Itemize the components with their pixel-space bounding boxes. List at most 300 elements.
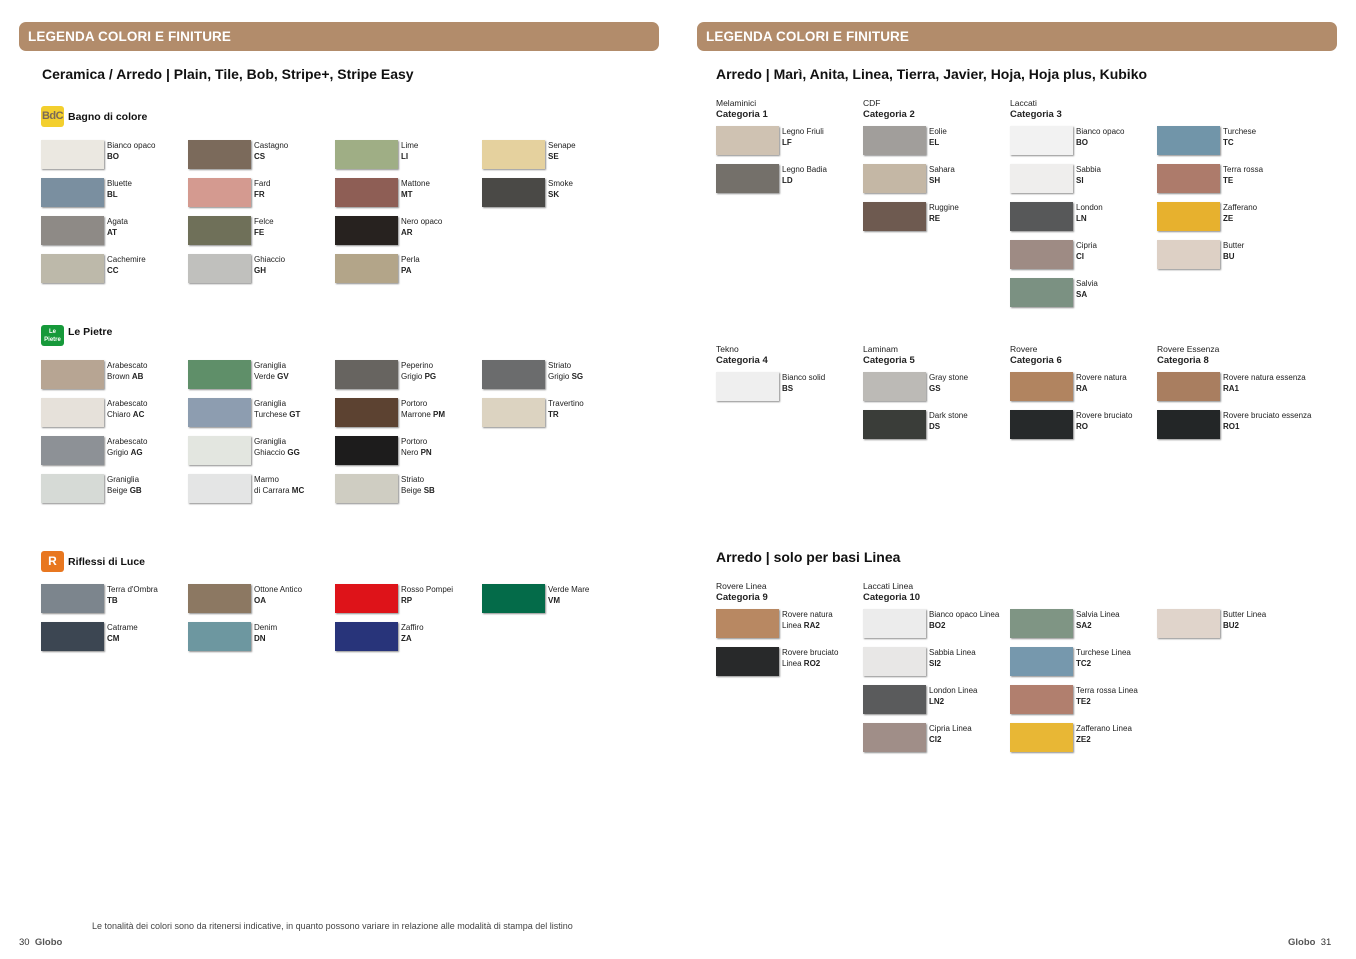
category-label [1010, 97, 1062, 121]
swatch-ci2 [863, 723, 926, 752]
swatch-ze [1157, 202, 1220, 231]
swatch-label-ro1 [1223, 411, 1312, 432]
swatch-label-sa [1076, 279, 1098, 300]
swatch-label-si2 [929, 648, 976, 669]
finish-name: Bianco opaco [1076, 127, 1125, 136]
finish-name-line2: Marrone PM [401, 409, 446, 419]
finish-code: BU2 [1223, 620, 1240, 630]
category-number: Categoria 9 [716, 592, 768, 603]
swatch-label-cc [107, 255, 146, 276]
finish-code: CI2 [929, 734, 942, 744]
finish-name: London Linea [929, 686, 978, 695]
swatch-el [863, 126, 926, 155]
finish-name-line2: Verde GV [254, 371, 289, 381]
swatch-label-pn [401, 437, 432, 458]
finish-name-line2: di Carrara MC [254, 485, 305, 495]
swatch-lf [716, 126, 779, 155]
swatch-ar [335, 216, 398, 245]
swatch-label-ra2 [782, 610, 833, 631]
finish-code: EL [929, 137, 940, 147]
finish-code: GH [254, 265, 266, 275]
finish-name: Cipria Linea [929, 724, 972, 733]
group-title-le-pietre: Le Pietre [68, 326, 113, 338]
finish-code: ZE2 [1076, 734, 1091, 744]
swatch-label-tc2 [1076, 648, 1131, 669]
finish-code: SG [571, 371, 584, 381]
finish-code: LF [782, 137, 792, 147]
swatch-label-si [1076, 165, 1101, 186]
category-material: CDF [863, 98, 881, 108]
finish-code: BO2 [929, 620, 946, 630]
swatch-label-gb [107, 475, 142, 496]
category-number: Categoria 8 [1157, 355, 1209, 366]
swatch-bu [1157, 240, 1220, 269]
finish-code: SH [929, 175, 941, 185]
swatch-gt [188, 398, 251, 427]
swatch-ro2 [716, 647, 779, 676]
finish-name: Perla [401, 255, 420, 264]
finish-code: BO [107, 151, 119, 161]
swatch-label-mc [254, 475, 304, 496]
finish-code: BS [782, 383, 794, 393]
finish-code: GG [287, 447, 300, 457]
swatch-gh [188, 254, 251, 283]
finish-code: RA1 [1223, 383, 1240, 393]
finish-code: RE [929, 213, 941, 223]
swatch-pn [335, 436, 398, 465]
finish-name-line2: Brown AB [107, 371, 144, 381]
finish-name: Ruggine [929, 203, 959, 212]
swatch-li [335, 140, 398, 169]
swatch-label-bo2 [929, 610, 999, 631]
swatch-label-pm [401, 399, 445, 420]
finish-name: Striato [548, 361, 572, 370]
right-brand: Globo [1288, 937, 1316, 948]
finish-name: Catrame [107, 623, 138, 632]
swatch-tc2 [1010, 647, 1073, 676]
finish-name: Ottone Antico [254, 585, 303, 594]
swatch-label-oa [254, 585, 302, 606]
finish-name: Zafferano [1223, 203, 1258, 212]
right-title-arredo: Arredo | Marì, Anita, Linea, Tierra, Javier, Hoja, Hoja plus, Kubiko [716, 66, 1148, 82]
swatch-label-gg [254, 437, 300, 458]
finish-code: TB [107, 595, 118, 605]
swatch-bo [1010, 126, 1073, 155]
swatch-sh [863, 164, 926, 193]
finish-code: TE2 [1076, 696, 1091, 706]
swatch-ci [1010, 240, 1073, 269]
category-material: Laminam [863, 344, 898, 354]
swatch-cs [188, 140, 251, 169]
swatch-label-ln [1076, 203, 1103, 224]
finish-code: TC2 [1076, 658, 1092, 668]
swatch-fr [188, 178, 251, 207]
group-title-bagno-di-colore: Bagno di colore [68, 111, 148, 123]
swatch-ag [41, 436, 104, 465]
swatch-label-za [401, 623, 424, 644]
swatch-label-cs [254, 141, 288, 162]
finish-name: Rovere natura [1076, 373, 1127, 382]
swatch-ra2 [716, 609, 779, 638]
finish-name: Peperino [401, 361, 434, 370]
swatch-za [335, 622, 398, 651]
swatch-gs [863, 372, 926, 401]
swatch-ds [863, 410, 926, 439]
finish-name-line2: Grigio PG [401, 371, 437, 381]
swatch-sa [1010, 278, 1073, 307]
finish-code: LD [782, 175, 793, 185]
finish-name: Portoro [401, 437, 428, 446]
swatch-ab [41, 360, 104, 389]
finish-code: GS [929, 383, 941, 393]
swatch-label-sk [548, 179, 573, 200]
finish-name: Bianco opaco [107, 141, 156, 150]
finish-name: Graniglia [254, 399, 287, 408]
finish-code: SI2 [929, 658, 942, 668]
swatch-label-bo [1076, 127, 1124, 148]
swatch-label-bu2 [1223, 610, 1266, 631]
finish-name-line2: Linea RO2 [782, 658, 821, 668]
finish-name: Rovere bruciato [782, 648, 839, 657]
left-page-number: 30 [19, 937, 30, 948]
finish-code: PN [420, 447, 432, 457]
swatch-at [41, 216, 104, 245]
category-number: Categoria 6 [1010, 355, 1062, 366]
category-number: Categoria 4 [716, 355, 768, 366]
finish-name: Graniglia [107, 475, 140, 484]
swatch-label-te2 [1076, 686, 1138, 707]
finish-code: GV [277, 371, 289, 381]
swatch-cc [41, 254, 104, 283]
finish-name: Zaffiro [401, 623, 424, 632]
swatch-label-ci2 [929, 724, 972, 745]
finish-code: PA [401, 265, 412, 275]
finish-code: RO [1076, 421, 1088, 431]
finish-code: DN [254, 633, 266, 643]
finish-code: TC [1223, 137, 1234, 147]
swatch-mt [335, 178, 398, 207]
swatch-label-lf [782, 127, 824, 148]
finish-name: Graniglia [254, 361, 287, 370]
finish-name: Cachemire [107, 255, 146, 264]
finish-code: MT [401, 189, 413, 199]
finish-name: Rovere natura [782, 610, 833, 619]
finish-code: LN [1076, 213, 1087, 223]
group-title-riflessi-di-luce: Riflessi di Luce [68, 556, 146, 568]
category-material: Melaminici [716, 98, 757, 108]
swatch-rp [335, 584, 398, 613]
swatch-label-mt [401, 179, 430, 200]
swatch-label-te [1223, 165, 1263, 186]
finish-name: Turchese [1223, 127, 1257, 136]
category-label [863, 343, 915, 367]
finish-code: AG [130, 447, 143, 457]
finish-code: RA2 [803, 620, 820, 630]
swatch-label-sb [401, 475, 435, 496]
finish-code: AR [401, 227, 413, 237]
finish-code: TE [1223, 175, 1234, 185]
swatch-cm [41, 622, 104, 651]
finish-name: Nero opaco [401, 217, 443, 226]
swatch-label-ln2 [929, 686, 978, 707]
swatch-label-ds [929, 411, 968, 432]
finish-code: BU [1223, 251, 1235, 261]
swatch-label-ro2 [782, 648, 838, 669]
right-title-basi-linea: Arredo | solo per basi Linea [716, 549, 901, 565]
category-number: Categoria 1 [716, 109, 768, 120]
swatch-pg [335, 360, 398, 389]
swatch-ze2 [1010, 723, 1073, 752]
swatch-ro [1010, 410, 1073, 439]
category-label [1157, 343, 1219, 367]
swatch-label-el [929, 127, 947, 148]
swatch-label-gv [254, 361, 289, 382]
swatch-label-ar [401, 217, 442, 238]
finish-name: Marmo [254, 475, 279, 484]
finish-code: SA [1076, 289, 1088, 299]
finish-code: ZA [401, 633, 412, 643]
finish-name: Bluette [107, 179, 132, 188]
swatch-ra1 [1157, 372, 1220, 401]
finish-name: Rovere bruciato [1076, 411, 1133, 420]
finish-name: Fard [254, 179, 271, 188]
swatch-label-bo [107, 141, 155, 162]
swatch-sg [482, 360, 545, 389]
finish-name-line2: Ghiaccio GG [254, 447, 300, 457]
swatch-pa [335, 254, 398, 283]
finish-name: Ghiaccio [254, 255, 286, 264]
swatch-label-vm [548, 585, 589, 606]
finish-name: Zafferano Linea [1076, 724, 1132, 733]
swatch-bl [41, 178, 104, 207]
swatch-te [1157, 164, 1220, 193]
swatch-mc [188, 474, 251, 503]
finish-code: RP [401, 595, 413, 605]
finish-name: Bianco opaco Linea [929, 610, 1000, 619]
finish-name: Arabescato [107, 361, 148, 370]
left-brand: Globo [34, 937, 63, 948]
swatch-label-rp [401, 585, 453, 606]
swatch-label-ac [107, 399, 147, 420]
finish-name: Rovere bruciato essenza [1223, 411, 1312, 420]
finish-name: Gray stone [929, 373, 969, 382]
finish-code: RO1 [1223, 421, 1240, 431]
swatch-bu2 [1157, 609, 1220, 638]
swatch-tc [1157, 126, 1220, 155]
right-page-number: 31 [1320, 937, 1332, 948]
swatch-label-ci [1076, 241, 1097, 262]
category-number: Categoria 10 [863, 592, 921, 603]
swatch-label-ze2 [1076, 724, 1132, 745]
swatch-label-tc [1223, 127, 1256, 148]
swatch-ro1 [1157, 410, 1220, 439]
swatch-label-ze [1223, 203, 1257, 224]
swatch-ln [1010, 202, 1073, 231]
finish-name: Rovere natura essenza [1223, 373, 1306, 382]
finish-name: Arabescato [107, 399, 148, 408]
swatch-label-ro [1076, 411, 1132, 432]
swatch-tr [482, 398, 545, 427]
swatch-ln2 [863, 685, 926, 714]
swatch-pm [335, 398, 398, 427]
finish-name: Denim [254, 623, 278, 632]
bagno-di-colore-logo: BdC [41, 106, 64, 127]
right-banner: LEGENDA COLORI E FINITURE [697, 22, 1337, 51]
swatch-label-pa [401, 255, 420, 276]
finish-code: BO [1076, 137, 1088, 147]
swatch-label-bu [1223, 241, 1244, 262]
swatch-si [1010, 164, 1073, 193]
category-label [716, 343, 768, 367]
swatch-label-gh [254, 255, 285, 276]
swatch-label-ab [107, 361, 147, 382]
le-pietre-logo: Le Pietre [41, 325, 64, 346]
category-material: Laccati Linea [863, 581, 914, 591]
finish-name-line2: Grigio SG [548, 371, 584, 381]
swatch-label-at [107, 217, 128, 238]
finish-code: CS [254, 151, 266, 161]
finish-name-line2: Chiaro AC [107, 409, 145, 419]
finish-name: Agata [107, 217, 128, 226]
swatch-label-ag [107, 437, 147, 458]
finish-name: Legno Badia [782, 165, 827, 174]
category-label [716, 580, 768, 604]
finish-name: Butter [1223, 241, 1245, 250]
left-title: Ceramica / Arredo | Plain, Tile, Bob, Stripe+, Stripe Easy [42, 66, 414, 82]
swatch-label-fr [254, 179, 270, 200]
category-material: Rovere Essenza [1157, 344, 1220, 354]
category-number: Categoria 2 [863, 109, 915, 120]
swatch-label-tr [548, 399, 584, 420]
swatch-bs [716, 372, 779, 401]
swatch-label-ra [1076, 373, 1127, 394]
finish-name-line2: Grigio AG [107, 447, 143, 457]
finish-name: Sabbia [1076, 165, 1101, 174]
swatch-label-gt [254, 399, 300, 420]
swatch-dn [188, 622, 251, 651]
swatch-label-sg [548, 361, 583, 382]
finish-name: Salvia [1076, 279, 1098, 288]
finish-code: CI [1076, 251, 1084, 261]
riflessi-di-luce-logo: R [41, 551, 64, 572]
finish-name: Legno Friuli [782, 127, 824, 136]
swatch-sa2 [1010, 609, 1073, 638]
finish-code: SB [423, 485, 435, 495]
left-page-footer [19, 937, 62, 948]
finish-name: Butter Linea [1223, 610, 1267, 619]
swatch-label-sa2 [1076, 610, 1120, 631]
swatch-label-cm [107, 623, 138, 644]
swatch-sk [482, 178, 545, 207]
swatch-label-sh [929, 165, 955, 186]
finish-name: Portoro [401, 399, 428, 408]
finish-code: AT [107, 227, 118, 237]
finish-code: ZE [1223, 213, 1234, 223]
swatch-bo [41, 140, 104, 169]
finish-code: SI [1076, 175, 1084, 185]
finish-code: PG [424, 371, 437, 381]
finish-name: Senape [548, 141, 576, 150]
swatch-label-gs [929, 373, 968, 394]
finish-name: Sahara [929, 165, 955, 174]
finish-code: RO2 [803, 658, 821, 668]
swatch-oa [188, 584, 251, 613]
finish-code: PM [433, 409, 446, 419]
finish-name-line2: Nero PN [401, 447, 432, 457]
swatch-label-fe [254, 217, 274, 238]
finish-name: Cipria [1076, 241, 1097, 250]
category-number: Categoria 3 [1010, 109, 1062, 120]
finish-name: Sabbia Linea [929, 648, 976, 657]
swatch-label-li [401, 141, 418, 162]
swatch-label-ra1 [1223, 373, 1306, 394]
category-material: Rovere [1010, 344, 1038, 354]
finish-name: Arabescato [107, 437, 148, 446]
swatch-te2 [1010, 685, 1073, 714]
finish-name-line2: Linea RA2 [782, 620, 820, 630]
finish-name-line2: Beige GB [107, 485, 142, 495]
finish-name: Travertino [548, 399, 584, 408]
finish-code: CC [107, 265, 119, 275]
swatch-sb [335, 474, 398, 503]
swatch-label-pg [401, 361, 436, 382]
finish-name: Terra d'Ombra [107, 585, 158, 594]
finish-name-line2: Beige SB [401, 485, 435, 495]
finish-name: Terra rossa Linea [1076, 686, 1138, 695]
finish-code: GB [129, 485, 142, 495]
finish-code: FE [254, 227, 265, 237]
right-page-footer [1288, 937, 1331, 948]
finish-name-line2 [548, 410, 584, 421]
finish-code: TR [548, 409, 559, 419]
finish-name: Bianco solid [782, 373, 826, 382]
swatch-tb [41, 584, 104, 613]
finish-name: Striato [401, 475, 425, 484]
swatch-label-se [548, 141, 576, 162]
swatch-gg [188, 436, 251, 465]
category-label [716, 97, 768, 121]
finish-code: OA [254, 595, 266, 605]
finish-name: Verde Mare [548, 585, 590, 594]
finish-code: SK [548, 189, 560, 199]
finish-name: Castagno [254, 141, 289, 150]
swatch-label-ld [782, 165, 827, 186]
finish-name: Terra rossa [1223, 165, 1264, 174]
finish-code: BL [107, 189, 118, 199]
swatch-label-dn [254, 623, 277, 644]
finish-code: VM [548, 595, 560, 605]
finish-code: AB [131, 371, 144, 381]
category-number: Categoria 5 [863, 355, 915, 366]
category-material: Tekno [716, 344, 739, 354]
finish-name: Eolie [929, 127, 947, 136]
finish-name: Lime [401, 141, 419, 150]
finish-name: Felce [254, 217, 274, 226]
finish-code: DS [929, 421, 941, 431]
finish-name: Graniglia [254, 437, 287, 446]
finish-name: Dark stone [929, 411, 968, 420]
finish-name: Turchese Linea [1076, 648, 1131, 657]
finish-name: Smoke [548, 179, 573, 188]
finish-code: CM [107, 633, 120, 643]
finish-name: Mattone [401, 179, 430, 188]
swatch-ac [41, 398, 104, 427]
category-material: Laccati [1010, 98, 1037, 108]
finish-code: RA [1076, 383, 1088, 393]
swatch-gb [41, 474, 104, 503]
finish-name: Salvia Linea [1076, 610, 1120, 619]
finish-code: GT [289, 409, 301, 419]
